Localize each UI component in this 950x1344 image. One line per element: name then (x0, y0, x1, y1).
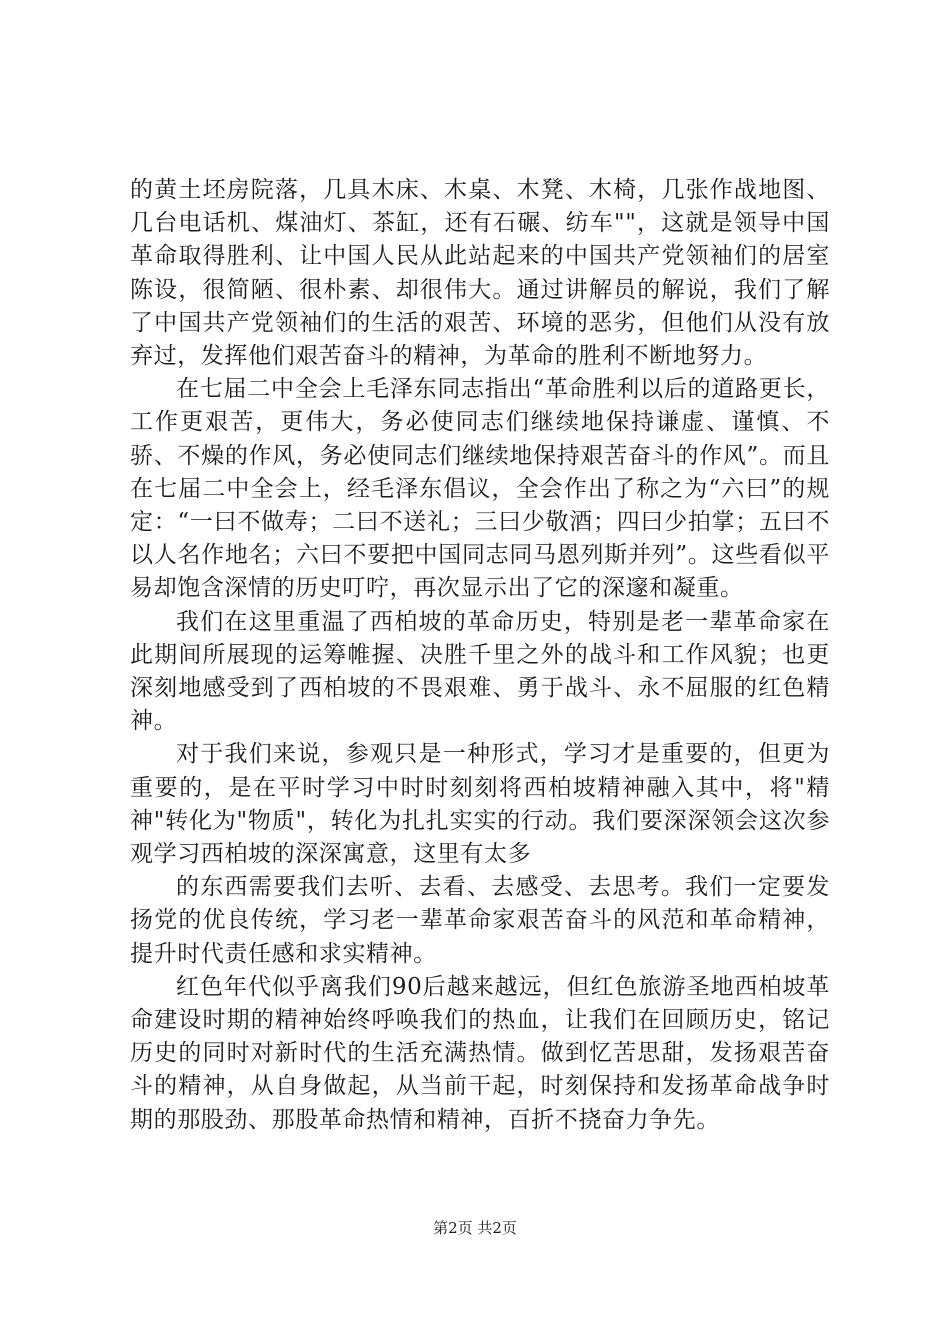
paragraph-5: 的东西需要我们去听、去看、去感受、去思考。我们一定要发扬党的优良传统，学习老一辈革命家艰苦奋斗的风范和革命精神，提升时代责任感和求实精神。 (130, 874, 830, 967)
paragraph-6: 红色年代似乎离我们90后越来越远，但红色旅游圣地西柏坡革命建设时期的精神始终呼唤我们的热血，让我们在回顾历史，铭记历史的同时对新时代的生活充满热情。做到忆苦思甜，发扬艰苦奋斗的精神，从自身做起，从当前干起，时刻保持和发扬革命战争时期的那股劲、那股革命热情和精神，百折不挠奋力争先。 (130, 973, 830, 1133)
paragraph-1: 的黄土坯房院落，几具木床、木桌、木凳、木椅，几张作战地图、几台电话机、煤油灯、茶缸，还有石碾、纺车""，这就是领导中国革命取得胜利、让中国人民从此站起来的中国共产党领袖们的居室陈设，很简陋、很朴素、却很伟大。通过讲解员的解说，我们了解了中国共产党领袖们的生活的艰苦、环境的恶劣，但他们从没有放弃过，发挥他们艰苦奋斗的精神，为革命的胜利不断地努力。 (130, 177, 830, 370)
paragraph-3: 我们在这里重温了西柏坡的革命历史，特别是老一辈革命家在此期间所展现的运筹帷握、决胜千里之外的战斗和工作风貌；也更深刻地感受到了西柏坡的不畏艰难、勇于战斗、永不屈服的红色精神。 (130, 608, 830, 735)
paragraph-4: 对于我们来说，参观只是一种形式，学习才是重要的，但更为重要的，是在平时学习中时时刻刻将西柏坡精神融入其中，将"精神"转化为"物质"，转化为扎扎实实的行动。我们要深深领会这次参观学习西柏坡的深深寓意，这里有太多 (130, 741, 830, 868)
paragraph-2: 在七届二中全会上毛泽东同志指出“革命胜利以后的道路更长，工作更艰苦，更伟大，务必使同志们继续地保持谦虚、谨慎、不骄、不燥的作风，务必使同志们继续地保持艰苦奋斗的作风”。而且在七届二中全会上，经毛泽东倡议，全会作出了称之为“六曰”的规定：“一曰不做寿；二曰不送礼；三曰少敬酒；四曰少拍掌；五曰不以人名作地名；六曰不要把中国同志同马恩列斯并列”。这些看似平易却饱含深情的历史叮咛，再次显示出了它的深邃和凝重。 (130, 376, 830, 602)
document-body (130, 174, 830, 1137)
page-number-footer: 第2页 共2页 (433, 1219, 517, 1237)
